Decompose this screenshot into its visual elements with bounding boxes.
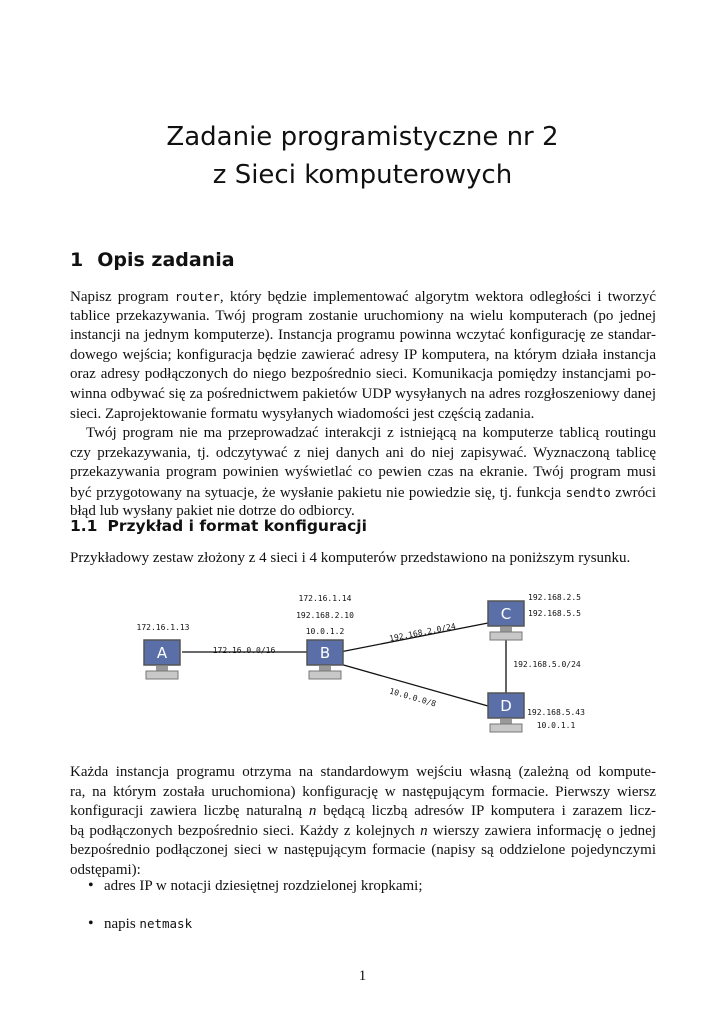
page-number: 1 [358, 968, 367, 984]
code-token: netmask [139, 916, 193, 931]
text-line [70, 326, 656, 346]
text-run: dowego wejścia; konfiguracja będzie zawierać adresy IP komputera, na którym działa instancja [70, 346, 656, 363]
subsection-intro [70, 549, 656, 569]
text-run: adres IP w notacji dziesiętnej rozdzielonej kropkami; [104, 878, 423, 894]
text-line [70, 307, 656, 327]
text-line [70, 365, 656, 385]
computer-d-ip-2: 10.0.1.1 [536, 721, 576, 730]
network-diagram [0, 580, 725, 750]
text-line [70, 287, 656, 307]
math-variable: n [308, 803, 317, 820]
text-run: będącą liczbą adresów IP komputera i zarazem licz- [316, 803, 656, 820]
text-run: konfiguracji zawiera liczbę naturalną [70, 803, 309, 820]
text-line [70, 483, 656, 503]
text-run: błąd lub wysłany pakiet nie dotrze do odbiorcy. [70, 503, 355, 520]
text-line [70, 763, 656, 783]
section-title: Opis zadania [97, 249, 235, 271]
text-run: ra, na którym została uruchomiona) konfigurację w następującym formacie. Pierwszy wiersz [70, 783, 656, 800]
text-line [70, 346, 656, 366]
computer-a-icon [144, 640, 180, 679]
subsection-number: 1.1 [70, 517, 98, 535]
text-run: instancji na jednym komputerze). Instancja programu powinna wczytać konfigurację ze standar- [70, 327, 656, 344]
text-run: odstępami): [70, 861, 141, 878]
computer-d-icon [488, 693, 524, 732]
computer-b-ip-2: 192.168.2.10 [296, 611, 354, 620]
text-run: bą podłączonych bezpośrednio sieci. Każdy z kolejnych [70, 822, 421, 839]
link-label-b-d: 10.0.0.0/8 [388, 686, 438, 709]
text-run: wierszy zawiera informację o jednej [427, 822, 657, 839]
text-line [70, 405, 656, 425]
text-run: być przygotowany na sytuacje, że wysłanie pakietu nie powiedzie się, tj. funkcja [70, 484, 566, 501]
text-run: Każda instancja programu otrzyma na standardowym wejściu własną (zależną od kompute- [70, 764, 656, 780]
link-label-b-c: 192.168.2.0/24 [388, 621, 457, 644]
computer-b-ip-1: 172.16.1.14 [298, 594, 352, 603]
computer-d-label: D [500, 697, 512, 715]
title-line-1: Zadanie programistyczne nr 2 [166, 122, 559, 152]
text-line [70, 802, 656, 822]
text-run: przekazywania program powinien wyświetlać co pewien czas na ekranie. Twój program musi [70, 464, 656, 481]
computer-a-ip-1: 172.16.1.13 [136, 623, 190, 632]
text-run: winna odbywać się za pośrednictwem pakietów UDP wysyłanych na adres rozgłoszeniowy danej [70, 385, 656, 402]
code-token: router [174, 289, 220, 304]
text-line [70, 783, 656, 803]
text-run: Napisz program [70, 289, 175, 305]
link-label-a-b: 172.16.0.0/16 [212, 646, 276, 655]
text-run: zwróci [610, 484, 656, 501]
text-run: , który będzie implementować algorytm wektora odległości i tworzyć [219, 289, 657, 305]
paragraph-3 [70, 763, 656, 881]
math-variable: n [420, 822, 428, 839]
computer-b-label: B [319, 644, 331, 662]
text-run: napis [104, 916, 140, 932]
paragraph-2 [70, 424, 656, 522]
section-number: 1 [70, 249, 84, 271]
computer-d-ip-1: 192.168.5.43 [527, 708, 585, 717]
text-run: bezpośrednio podłączonej sieci w następującym formacie (napisy są oddzielone pojedynczymi [70, 842, 656, 859]
title-line-2: z Sieci komputerowych [212, 160, 513, 190]
text-line [70, 463, 656, 483]
section-1-heading [70, 249, 235, 271]
document-title [0, 118, 725, 194]
computer-c-ip-1: 192.168.2.5 [528, 593, 581, 602]
subsection-title: Przykład i format konfiguracji [107, 517, 367, 535]
text-line [70, 444, 656, 464]
computer-c-label: C [500, 605, 512, 623]
computer-c-ip-2: 192.168.5.5 [528, 609, 581, 618]
text-line [70, 385, 656, 405]
link-label-c-d: 192.168.5.0/24 [513, 660, 581, 669]
code-token: sendto [565, 484, 611, 500]
computer-b-ip-3: 10.0.1.2 [305, 627, 345, 636]
computer-c-icon [488, 601, 524, 640]
computer-b-icon [307, 640, 343, 679]
text-run: Twój program nie ma przeprowadzać interakcji z istniejącą na komputerze tablicą routingu [86, 425, 656, 441]
computer-a-label: A [156, 644, 168, 662]
text-run: tablice przekazywania. Twój program zostanie uruchomiony na wielu komputerach (po jednej [70, 307, 656, 324]
text-run: czy przekazywania, tj. odczytywać z niej danych ani do niej zapisywać. Wyznaczoną tablicę [70, 444, 656, 461]
paragraph-1 [70, 287, 656, 424]
subsection-1-1-heading [70, 517, 367, 535]
text-run: sieci. Zaprojektowanie formatu wysyłanych wiadomości jest częścią zadania. [70, 405, 535, 422]
intro-line: Przykładowy zestaw złożony z 4 sieci i 4 komputerów przedstawiono na poniższym rysunku. [70, 550, 631, 566]
list-item [88, 914, 423, 952]
text-line [70, 822, 656, 842]
text-line [70, 841, 656, 861]
list-item [88, 876, 423, 914]
text-line [70, 424, 656, 444]
format-list [88, 876, 423, 952]
text-run: oraz adresy podłączonych do niego bezpośrednio sieci. Komunikacja pomiędzy instancjami po- [70, 366, 656, 383]
